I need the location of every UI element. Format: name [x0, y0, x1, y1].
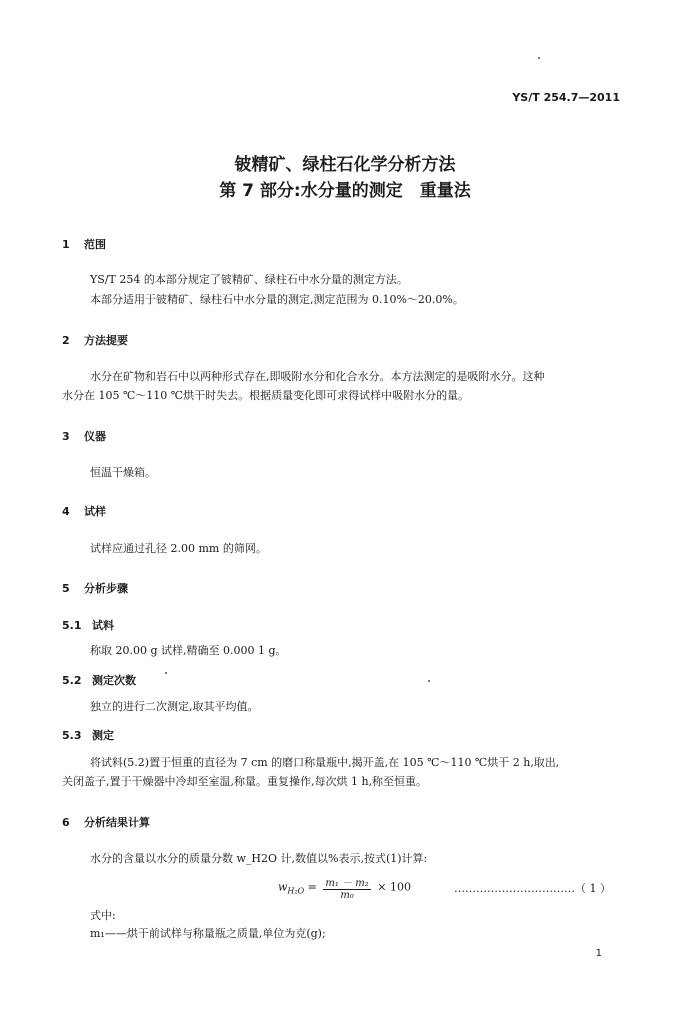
subsection-5-1-text: 称取 20.00 g 试样,精确至 0.000 1 g。 [90, 644, 287, 657]
scan-speck [165, 672, 167, 674]
formula-fraction [323, 874, 370, 901]
section-3-heading [62, 428, 106, 444]
standard-code: YS/T 254.7—2011 [512, 91, 620, 104]
subsection-5-3-line-2: 关闭盖子,置于干燥器中冷却至室温,称量。重复操作,每次烘 1 h,称至恒重。 [62, 775, 428, 788]
section-2-line-1: 水分在矿物和岩石中以两种形式存在,即吸附水分和化合水分。本方法测定的是吸附水分。这种 [90, 370, 545, 383]
section-number: 3 [62, 430, 70, 443]
definition-m1: m₁——烘干前试样与称量瓶之质量,单位为克(g); [90, 927, 326, 940]
formula-lhs-subscript: H₂O [287, 886, 305, 896]
section-5-heading [62, 580, 128, 596]
subsection-5-3-heading [62, 727, 114, 743]
formula-denominator: m₀ [340, 890, 354, 901]
subsection-5-1-heading [62, 617, 114, 633]
subsection-5-3-line-1: 将试料(5.2)置于恒重的直径为 7 cm 的磨口称量瓶中,揭开盖,在 105 ℃～110 ℃烘干 2 h,取出, [90, 756, 560, 769]
document-title-line2: 第 7 部分:水分量的测定 重量法 [219, 181, 471, 201]
subsection-number: 5.1 [62, 619, 82, 632]
section-2-line-2: 水分在 105 ℃～110 ℃烘干时失去。根据质量变化即可求得试样中吸附水分的量。 [62, 389, 470, 402]
section-1-heading [62, 236, 106, 252]
subsection-title: 试料 [92, 619, 114, 632]
section-number: 5 [62, 582, 70, 595]
section-4-text: 试样应通过孔径 2.00 mm 的筛网。 [90, 542, 267, 555]
section-6-heading [62, 814, 150, 830]
section-4-heading [62, 503, 106, 519]
section-1-paragraph-1: YS/T 254 的本部分规定了铍精矿、绿柱石中水分量的测定方法。 [90, 273, 408, 286]
section-1-paragraph-2: 本部分适用于铍精矿、绿柱石中水分量的测定,测定范围为 0.10%～20.0%。 [90, 293, 464, 306]
subsection-title: 测定 [92, 729, 114, 742]
scan-speck [538, 57, 540, 59]
where-label: 式中: [90, 909, 116, 922]
section-2-heading [62, 332, 128, 348]
formula-equals: = [307, 880, 317, 894]
subsection-title: 测定次数 [92, 674, 136, 687]
section-3-text: 恒温干燥箱。 [90, 466, 156, 479]
section-number: 2 [62, 334, 70, 347]
section-number: 4 [62, 505, 70, 518]
formula-times: × 100 [377, 880, 411, 894]
section-6-intro: 水分的含量以水分的质量分数 w_H2O 计,数值以%表示,按式(1)计算: [90, 852, 428, 865]
document-title-line1: 铍精矿、绿柱石化学分析方法 [234, 155, 456, 175]
section-number: 1 [62, 238, 70, 251]
equation-number: ……………………………（ 1 ） [454, 882, 611, 895]
section-title: 分析步骤 [84, 582, 128, 595]
page-number: 1 [595, 948, 602, 959]
subsection-number: 5.2 [62, 674, 82, 687]
section-title: 分析结果计算 [84, 816, 150, 829]
section-number: 6 [62, 816, 70, 829]
subsection-5-2-heading [62, 672, 136, 688]
formula-1 [278, 874, 411, 901]
section-title: 仪器 [84, 430, 106, 443]
section-title: 方法提要 [84, 334, 128, 347]
formula-numerator: m₁ － m₂ [323, 874, 370, 890]
subsection-number: 5.3 [62, 729, 82, 742]
section-title: 试样 [84, 505, 106, 518]
formula-lhs: w [278, 880, 288, 894]
scan-speck [428, 680, 430, 682]
subsection-5-2-text: 独立的进行二次测定,取其平均值。 [90, 700, 259, 713]
section-title: 范围 [84, 238, 106, 251]
